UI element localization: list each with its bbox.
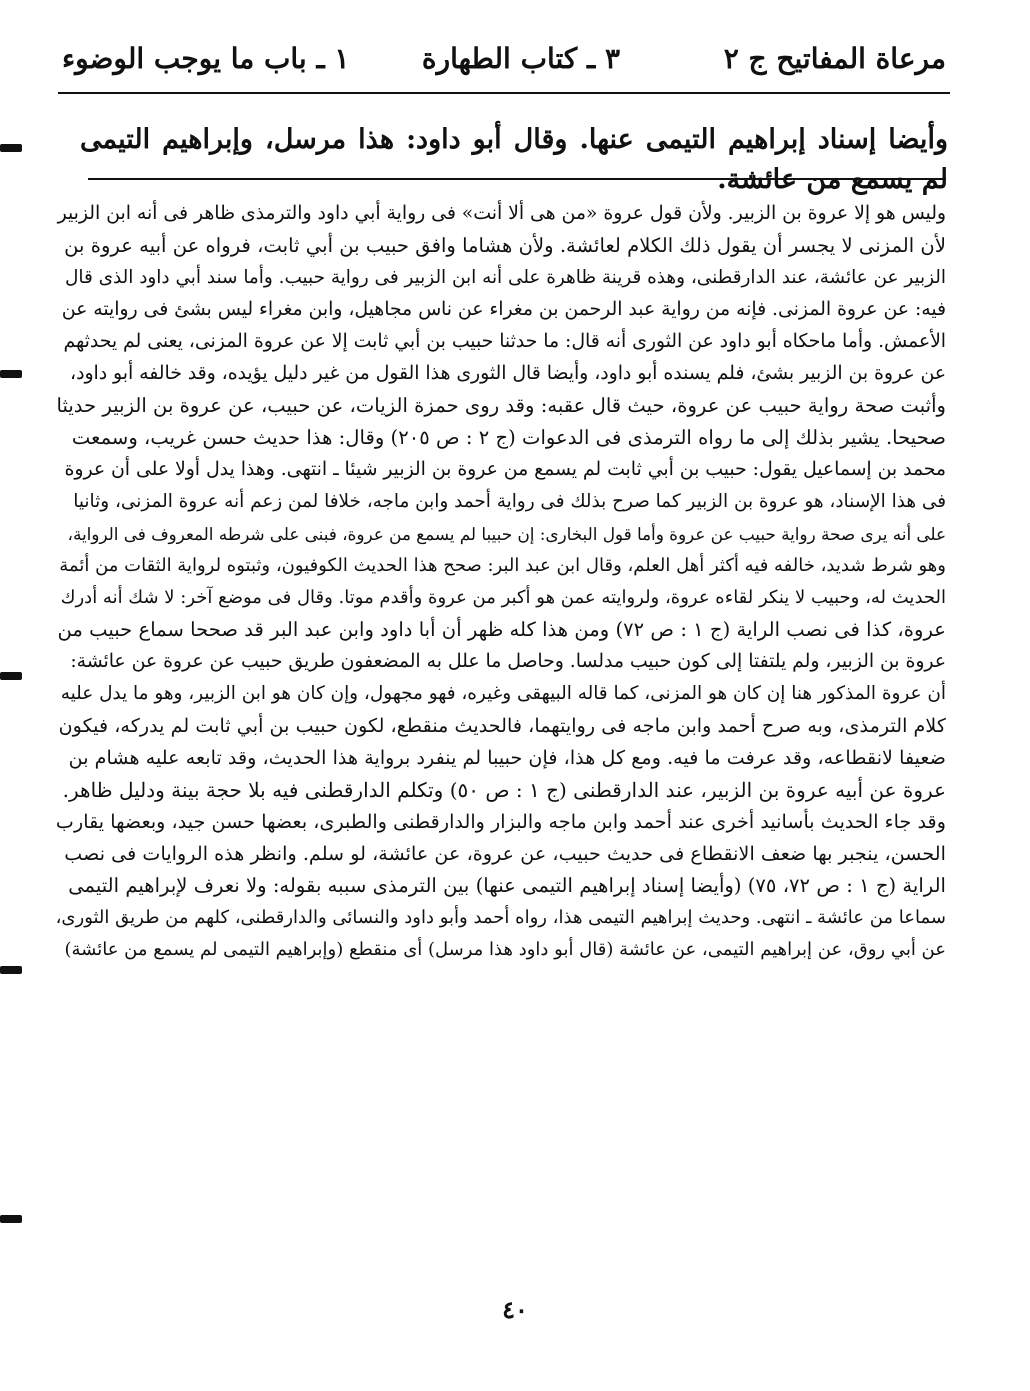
commentary-block	[56, 198, 946, 966]
commentary-line: فيه: عن عروة المزنى. فإنه من رواية عبد الرحمن بن مغراء عن ناس مجاهيل، وابن مغراء ليس بشئ فى روايته عن	[61, 299, 946, 320]
commentary-line: لأن المزنى لا يجسر أن يقول ذلك الكلام لعائشة. ولأن هشاما وافق حبيب بن أبي ثابت، فرواه عن أبيه عروة بن	[64, 234, 946, 257]
commentary-line: كلام الترمذى، وبه صرح أحمد وابن ماجه فى روايتهما، فالحديث منقطع، لكون حبيب بن أبي ثابت لم يدركه، فيكون	[58, 714, 946, 737]
commentary-line: وليس هو إلا عروة بن الزبير. ولأن قول عروة «من هى ألا أنت» فى رواية أبي داود والترمذى ظاهر فى أنه ابن الزبير	[57, 203, 946, 224]
text-separator-rule	[88, 178, 946, 180]
book-title: مرعاة المفاتيح ج ٢	[723, 42, 946, 75]
commentary-line: محمد بن إسماعيل يقول: حبيب بن أبي ثابت لم يسمع من عروة بن الزبير شيئا ـ انتهى. وهذا يدل أولا على أن عروة	[64, 459, 946, 480]
commentary-line: وقد جاء الحديث بأسانيد أخرى عند أحمد وابن ماجه والبزار والدارقطنى والطبرى، بعضها حسن جيد، وبعضها يقارب	[56, 810, 946, 833]
chapter-title: ٣ ـ كتاب الطهارة	[421, 42, 620, 75]
commentary-line: الزبير عن عائشة، عند الدارقطنى، وهذه قرينة ظاهرة على أنه ابن الزبير فى رواية حبيب. وأما سند أبي داود الذى قال	[65, 267, 946, 288]
commentary-line: على أنه يرى صحة رواية حبيب عن عروة وأما قول البخارى: إن حبيبا لم يسمع من عروة، فبنى على شرطه المعروف فى الرواية،	[67, 524, 946, 544]
margin-mark	[0, 370, 22, 378]
commentary-line: صحيحا. يشير بذلك إلى ما رواه الترمذى فى الدعوات (ج ٢ : ص ٢٠٥) وقال: هذا حديث حسن غريب، وسمعت	[71, 426, 946, 449]
commentary-line: سماعا من عائشة ـ انتهى. وحديث إبراهيم التيمى هذا، رواه أحمد وأبو داود والنسائى والدارقطنى، كلهم من طريق الثورى،	[56, 907, 946, 928]
commentary-line: الحديث له، وحبيب لا ينكر لقاءه عروة، ولروايته عمن هو أكبر من عروة وأقدم موتا. وقال فى موضع آخر: لا شك أنه أدرك	[60, 587, 946, 608]
commentary-line: أن عروة المذكور هنا إن كان هو المزنى، كما قاله البيهقى وغيره، فهو مجهول، وإن كان هو ابن الزبير، وهو ما يدل عليه	[60, 683, 946, 704]
commentary-line: عروة بن الزبير، ولم يلتفتا إلى كون حبيب مدلسا. وحاصل ما علل به المضعفون طريق حبيب عن عروة عن عائشة:	[70, 651, 946, 672]
commentary-line: فى هذا الإسناد، هو عروة بن الزبير كما صرح بذلك فى رواية أحمد وابن ماجه، خلافا لمن زعم أنه عروة المزنى، وثانيا	[73, 491, 946, 512]
commentary-line: عن أبي روق، عن إبراهيم التيمى، عن عائشة (قال أبو داود هذا مرسل) أى منقطع (وإبراهيم التيمى لم يسمع من عائشة)	[64, 939, 946, 960]
running-header	[58, 38, 950, 94]
section-title: ١ ـ باب ما يوجب الوضوء	[62, 42, 350, 75]
commentary-line: وأثبت صحة رواية حبيب عن عروة، حيث قال عقبه: وقد روى حمزة الزيات، عن حبيب، عن عروة بن الزبير حديثا	[56, 394, 946, 417]
commentary-line: عروة عن أبيه عروة بن الزبير، عند الدارقطنى (ج ١ : ص ٥٠) وتكلم الدارقطنى فيه بلا حجة بينة ودليل ظاهر.	[62, 778, 946, 802]
commentary-line: عن عروة بن الزبير بشئ، فلم يسنده أبو داود، وأيضا قال الثورى هذا القول من غير دليل يؤيده، وقد خالفه أبو داود،	[70, 363, 946, 384]
margin-mark	[0, 966, 22, 974]
commentary-line: الحسن، ينجبر بها ضعف الانقطاع فى حديث حبيب، عن عروة، عن عائشة، لو سلم. وانظر هذه الروايات فى نصب	[64, 842, 946, 865]
page-number: ٤٠	[502, 1295, 528, 1324]
margin-mark	[0, 1215, 22, 1223]
commentary-line: الأعمش. وأما ماحكاه أبو داود عن الثورى أنه قال: ما حدثنا حبيب بن أبي ثابت إلا عن عروة المزنى، يعنى لم يحدثهم	[63, 331, 946, 352]
commentary-line: عروة، كذا فى نصب الراية (ج ١ : ص ٧٢) ومن هذا كله ظهر أن أبا داود وابن عبد البر قد صححا سماع حبيب من	[57, 618, 946, 641]
commentary-line: ضعيفا لانقطاعه، وقد عرفت ما فيه. ومع كل هذا، فإن حبيبا لم ينفرد برواية هذا الحديث، وقد تابعه عليه هشام بن	[68, 746, 946, 769]
margin-mark	[0, 672, 22, 680]
commentary-line: الراية (ج ١ : ص ٧٢، ٧٥) (وأيضا إسناد إبراهيم التيمى عنها) بين الترمذى سببه بقوله: ولا نعرف لإبراهيم التيمى	[68, 874, 946, 897]
commentary-line: وهو شرط شديد، خالفه فيه أكثر أهل العلم، وقال ابن عبد البر: صحح هذا الحديث الكوفيون، وثبتوه لرواية الثقات من أئمة	[59, 555, 946, 576]
margin-mark	[0, 144, 22, 152]
hadith-main-text: وأيضا إسناد إبراهيم التيمى عنها. وقال أبو داود: هذا مرسل، وإبراهيم التيمى لم يسمع من عائشة.	[80, 124, 948, 195]
